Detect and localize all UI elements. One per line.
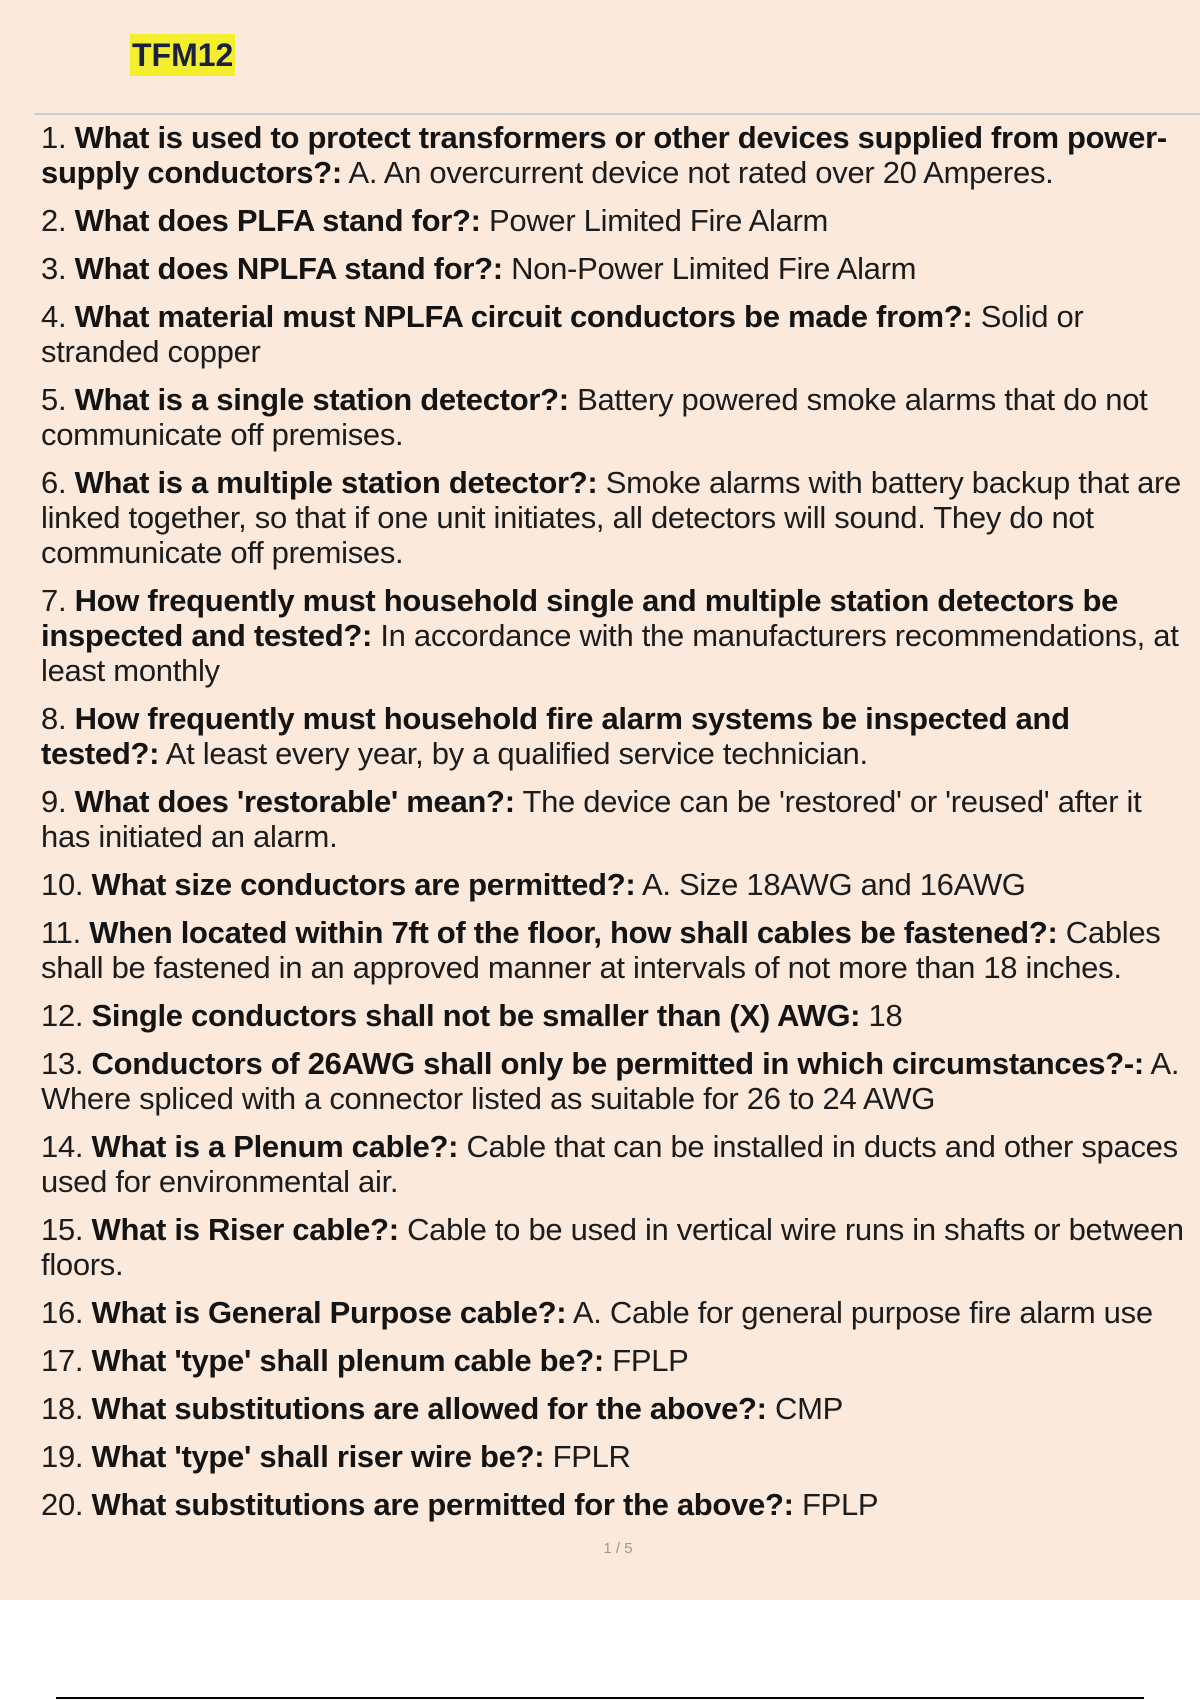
answer-text: A. Size 18AWG and 16AWG (635, 867, 1026, 902)
answer-text: Cables shall be fastened in an approved manner at intervals of not more than 18 inches. (41, 915, 1161, 985)
qa-item (41, 998, 1196, 1033)
answer-text: Non-Power Limited Fire Alarm (502, 251, 917, 286)
answer-text: Battery powered smoke alarms that do not communicate off premises. (41, 382, 1148, 452)
item-number: 7. (41, 583, 75, 618)
item-number: 15. (41, 1212, 92, 1247)
qa-item (41, 1487, 1196, 1522)
item-number: 9. (41, 784, 75, 819)
answer-text: Smoke alarms with battery backup that are linked together, so that if one unit initiates, all detectors will sound. They do not communicate off premises. (41, 465, 1181, 570)
question-text: What is a Plenum cable?: (91, 1129, 459, 1164)
question-text: How frequently must household fire alarm systems be inspected and tested?: (41, 701, 1070, 771)
answer-text: A. An overcurrent device not rated over 20 Amperes. (341, 155, 1054, 190)
question-text: What is a multiple station detector?: (74, 465, 598, 500)
qa-item (41, 1343, 1196, 1378)
answer-text: FPLP (603, 1343, 689, 1378)
question-text: What is a single station detector?: (74, 382, 569, 417)
answer-text: FPLP (793, 1487, 879, 1522)
question-text: What substitutions are allowed for the above?: (91, 1391, 767, 1426)
item-number: 2. (41, 203, 75, 238)
bottom-divider (56, 1697, 1144, 1699)
qa-item (41, 867, 1196, 902)
question-text: What 'type' shall riser wire be?: (91, 1439, 545, 1474)
item-number: 12. (41, 998, 92, 1033)
item-number: 13. (41, 1046, 92, 1081)
item-number: 11. (41, 915, 90, 950)
answer-text: Cable to be used in vertical wire runs in shafts or between floors. (41, 1212, 1184, 1282)
question-text: What is Riser cable?: (91, 1212, 399, 1247)
question-text: Single conductors shall not be smaller than (X) AWG: (91, 998, 861, 1033)
item-number: 8. (41, 701, 75, 736)
question-text: What does PLFA stand for?: (74, 203, 481, 238)
qa-item (41, 251, 1196, 286)
qa-list (41, 120, 1196, 1535)
question-text: What is General Purpose cable?: (91, 1295, 567, 1330)
qa-item (41, 1046, 1196, 1116)
item-number: 17. (41, 1343, 92, 1378)
qa-item (41, 382, 1196, 452)
item-number: 1. (41, 120, 75, 155)
question-text: How frequently must household single and multiple station detectors be inspected and tested?: (41, 583, 1119, 653)
title-container (130, 34, 235, 76)
page-indicator: 1 / 5 (603, 1540, 633, 1557)
qa-item (41, 1295, 1196, 1330)
answer-text: CMP (766, 1391, 843, 1426)
question-text: When located within 7ft of the floor, how shall cables be fastened?: (89, 915, 1058, 950)
question-text: What size conductors are permitted?: (91, 867, 636, 902)
question-text: What material must NPLFA circuit conductors be made from?: (74, 299, 973, 334)
question-text: What is used to protect transformers or other devices supplied from power-supply conductors?: (41, 120, 1167, 190)
answer-text: The device can be 'restored' or 'reused' after it has initiated an alarm. (41, 784, 1142, 854)
qa-item (41, 915, 1196, 985)
answer-text: At least every year, by a qualified service technician. (159, 736, 868, 771)
item-number: 6. (41, 465, 75, 500)
item-number: 4. (41, 299, 75, 334)
qa-item (41, 784, 1196, 854)
answer-text: In accordance with the manufacturers recommendations, at least monthly (41, 618, 1179, 688)
item-number: 10. (41, 867, 92, 902)
qa-item (41, 299, 1196, 369)
answer-text: Cable that can be installed in ducts and other spaces used for environmental air. (41, 1129, 1178, 1199)
question-text: What does 'restorable' mean?: (74, 784, 515, 819)
item-number: 19. (41, 1439, 92, 1474)
answer-text: FPLR (544, 1439, 631, 1474)
item-number: 18. (41, 1391, 92, 1426)
question-text: What substitutions are permitted for the above?: (91, 1487, 794, 1522)
document-title: TFM12 (130, 34, 235, 76)
answer-text: 18 (860, 998, 903, 1033)
qa-item (41, 583, 1196, 688)
answer-text: A. Where spliced with a connector listed as suitable for 26 to 24 AWG (41, 1046, 1180, 1116)
item-number: 16. (41, 1295, 92, 1330)
qa-item (41, 1439, 1196, 1474)
answer-text: Solid or stranded copper (41, 299, 1084, 369)
answer-text: A. Cable for general purpose fire alarm use (566, 1295, 1153, 1330)
answer-text: Power Limited Fire Alarm (480, 203, 829, 238)
qa-item (41, 465, 1196, 570)
qa-item (41, 203, 1196, 238)
question-text: Conductors of 26AWG shall only be permitted in which circumstances?-: (91, 1046, 1144, 1081)
item-number: 3. (41, 251, 75, 286)
qa-item (41, 120, 1196, 190)
question-text: What 'type' shall plenum cable be?: (91, 1343, 604, 1378)
item-number: 20. (41, 1487, 92, 1522)
qa-item (41, 701, 1196, 771)
item-number: 14. (41, 1129, 92, 1164)
qa-item (41, 1129, 1196, 1199)
question-text: What does NPLFA stand for?: (74, 251, 503, 286)
title-divider (34, 113, 1200, 115)
qa-item (41, 1391, 1196, 1426)
qa-item (41, 1212, 1196, 1282)
item-number: 5. (41, 382, 75, 417)
